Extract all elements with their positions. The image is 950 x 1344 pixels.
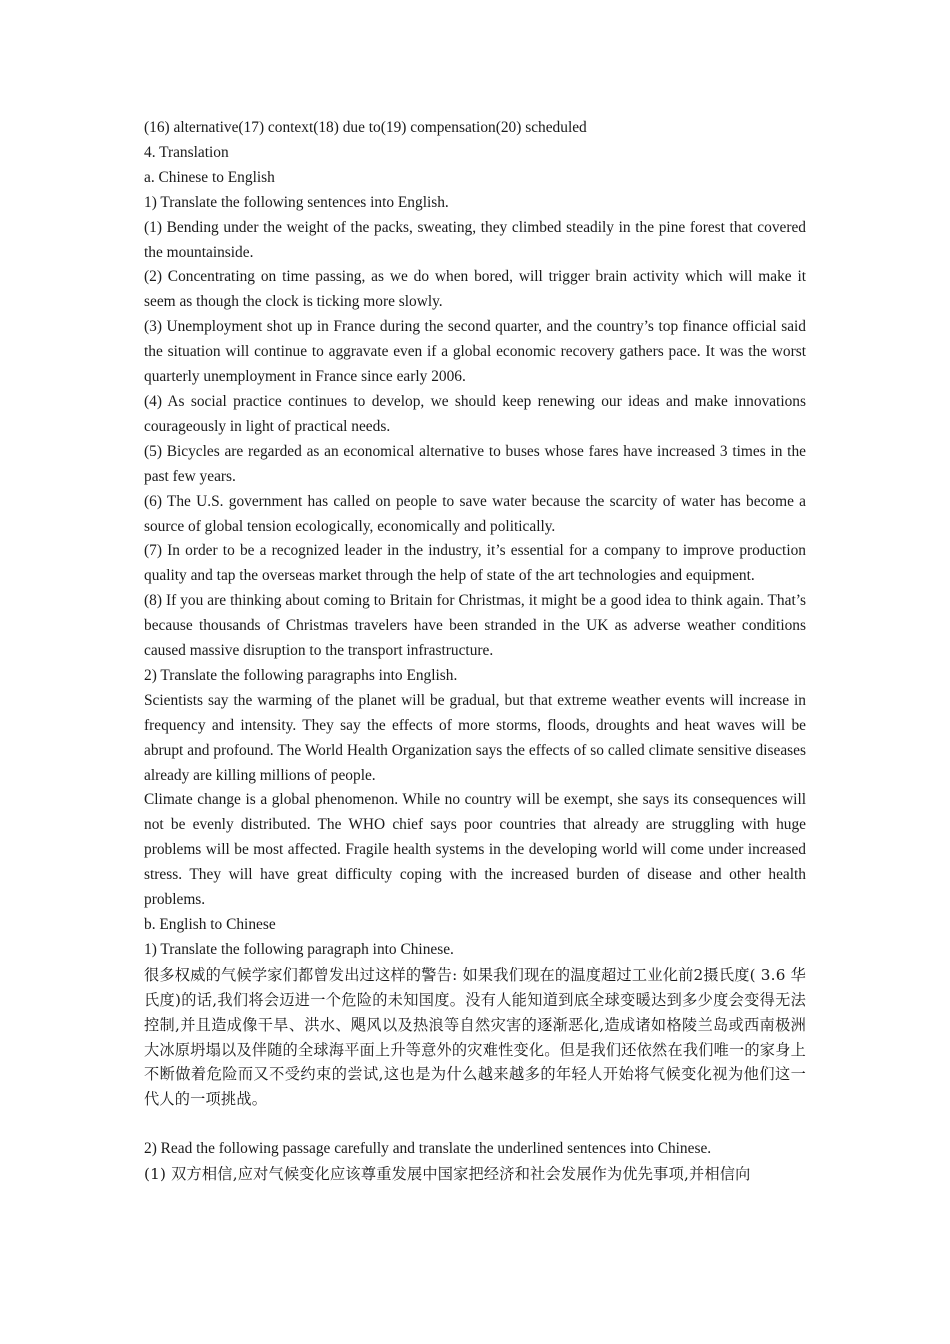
section-title: 4. Translation bbox=[144, 143, 229, 161]
a2-paragraph-1: Scientists say the warming of the planet will be gradual, but that extreme weather events will increase in frequency and intensity. They say the effects of more storms, floods, droughts and heat waves will be abrupt and profound. The World Health Organization says the effects of so called climate sensitive diseases already are killing millions of people. bbox=[144, 691, 806, 784]
a2-instruction: 2) Translate the following paragraphs into English. bbox=[144, 666, 458, 684]
sentence-1: (1) Bending under the weight of the packs, sweating, they climbed steadily in the pine forest that covered the mountainside. bbox=[144, 218, 806, 261]
sentence-6: (6) The U.S. government has called on people to save water because the scarcity of water has become a source of global tension ecologically, economically and politically. bbox=[144, 492, 806, 535]
sentence-5: (5) Bicycles are regarded as an economical alternative to buses whose fares have increased 3 times in the past few years. bbox=[144, 442, 806, 485]
answer-key-line: (16) alternative(17) context(18) due to(19) compensation(20) scheduled bbox=[144, 119, 587, 136]
b1-chinese-paragraph: 很多权威的气候学家们都曾发出过这样的警告: 如果我们现在的温度超过工业化前2摄氏度( 3.6 华氏度)的话,我们将会迈进一个危险的未知国度。没有人能知道到底全球变暖达到多少度会变得无法控制,并且造成像干旱、洪水、飓风以及热浪等自然灾害的逐渐恶化,造成诸如格陵兰岛或西南极洲大冰原坍塌以及伴随的全球海平面上升等意外的灾难性变化。但是我们还依然在我们唯一的家身上不断做着危险而又不受约束的尝试,这也是为什么越来越多的年轻人开始将气候变化视为他们这一代人的一项挑战。 bbox=[144, 965, 806, 1109]
sentence-2: (2) Concentrating on time passing, as we do when bored, will trigger brain activity which will make it seem as though the clock is ticking more slowly. bbox=[144, 268, 806, 311]
blank-line bbox=[144, 1112, 806, 1137]
part-b-title: b. English to Chinese bbox=[144, 916, 276, 933]
b2-first-line: (1) 双方相信,应对气候变化应该尊重发展中国家把经济和社会发展作为优先事项,并相信向 bbox=[144, 1165, 751, 1184]
a2-paragraph-2: Climate change is a global phenomenon. While no country will be exempt, she says its consequences will not be evenly distributed. The WHO chief says poor countries that already are struggling with huge problems will be most affected. Fragile health systems in the developing world will come under increased stress. They will have great difficulty coping with the increased burden of disease and other health problems. bbox=[144, 791, 806, 909]
document-page bbox=[144, 116, 806, 1187]
sentence-3: (3) Unemployment shot up in France during the second quarter, and the country’s top finance official said the situation will continue to aggravate even if a global economic recovery gathers pace. It was the worst quarterly unemployment in France since early 2006. bbox=[144, 318, 806, 386]
sentence-4: (4) As social practice continues to develop, we should keep renewing our ideas and make innovations courageously in light of practical needs. bbox=[144, 392, 806, 435]
b2-instruction: 2) Read the following passage carefully and translate the underlined sentences into Chinese. bbox=[144, 1140, 712, 1158]
a1-instruction: 1) Translate the following sentences into English. bbox=[144, 193, 449, 211]
b1-instruction: 1) Translate the following paragraph into Chinese. bbox=[144, 940, 454, 958]
sentence-7: (7) In order to be a recognized leader in the industry, it’s essential for a company to improve production quality and tap the overseas market through the help of state of the art technologies and equipment. bbox=[144, 542, 806, 585]
sentence-8: (8) If you are thinking about coming to Britain for Christmas, it might be a good idea to think again. That’s because thousands of Christmas travelers have been stranded in the UK as adverse weather conditions caused massive disruption to the transport infrastructure. bbox=[144, 592, 806, 660]
part-a-title: a. Chinese to English bbox=[144, 168, 275, 186]
